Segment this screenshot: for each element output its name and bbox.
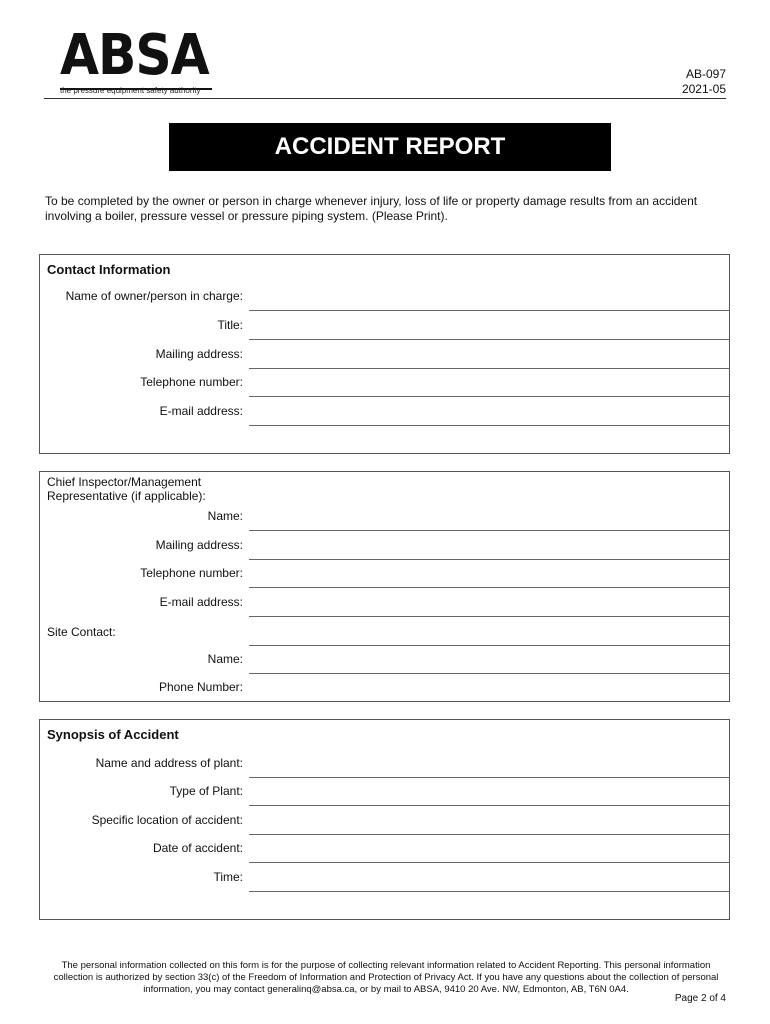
form-row-telephone bbox=[40, 368, 730, 397]
header-divider bbox=[44, 98, 726, 99]
field-label: Name: bbox=[207, 652, 243, 666]
inspector-name-field[interactable] bbox=[249, 502, 730, 531]
site-contact-label: Site Contact: bbox=[47, 625, 116, 639]
logo-tagline: the pressure equipment safety authority bbox=[60, 86, 201, 95]
accident-location-field[interactable] bbox=[249, 806, 730, 835]
section-heading: Chief Inspector/Management Representative (if applicable): bbox=[47, 475, 206, 503]
form-row-mailing-address bbox=[40, 340, 730, 369]
form-row-email bbox=[40, 397, 730, 426]
contact-information-section bbox=[39, 254, 730, 454]
site-name-field[interactable] bbox=[249, 645, 730, 674]
field-label: Name and address of plant: bbox=[95, 756, 243, 770]
form-row-site-phone bbox=[40, 673, 730, 702]
form-row-owner-name bbox=[40, 282, 730, 311]
mailing-address-field[interactable] bbox=[249, 340, 730, 369]
intro-text: To be completed by the owner or person in charge whenever injury, loss of life or property damage results from an accident involving a boiler, pressure vessel or pressure piping system. (Please Print). bbox=[45, 194, 698, 223]
form-code: AB-097 bbox=[685, 67, 726, 81]
form-row-accident-location bbox=[40, 806, 730, 835]
extra-field[interactable] bbox=[249, 892, 729, 919]
synopsis-section bbox=[39, 719, 730, 920]
field-label: Telephone number: bbox=[140, 375, 243, 389]
accident-time-field[interactable] bbox=[249, 863, 730, 892]
form-row-accident-date bbox=[40, 834, 730, 863]
field-label: Telephone number: bbox=[140, 566, 243, 580]
inspector-mailing-field[interactable] bbox=[249, 531, 730, 560]
field-label: E-mail address: bbox=[159, 595, 243, 609]
field-label: Mailing address: bbox=[155, 347, 243, 361]
field-label: Mailing address: bbox=[155, 538, 243, 552]
form-row-plant-type bbox=[40, 777, 730, 806]
form-row-inspector-email bbox=[40, 588, 730, 617]
field-label: Time: bbox=[213, 870, 243, 884]
form-row-site-name bbox=[40, 645, 730, 674]
field-label: Name: bbox=[207, 509, 243, 523]
owner-name-field[interactable] bbox=[249, 282, 730, 311]
field-label: Date of accident: bbox=[152, 841, 243, 855]
field-label: Name of owner/person in charge: bbox=[65, 289, 243, 303]
field-label: Type of Plant: bbox=[169, 784, 243, 798]
page-number: Page 2 of 4 bbox=[674, 993, 726, 1004]
section-heading: Contact Information bbox=[47, 262, 171, 277]
site-phone-field[interactable] bbox=[249, 673, 730, 702]
email-field[interactable] bbox=[249, 397, 730, 426]
field-label: Phone Number: bbox=[158, 680, 243, 694]
form-row-title bbox=[40, 311, 730, 340]
title-field[interactable] bbox=[249, 311, 730, 340]
form-identifier bbox=[682, 67, 726, 97]
page-title: ACCIDENT REPORT bbox=[169, 123, 611, 171]
form-row-plant-name bbox=[40, 749, 730, 778]
telephone-field[interactable] bbox=[249, 368, 730, 397]
chief-inspector-section bbox=[39, 471, 730, 702]
form-row-inspector-name bbox=[40, 502, 730, 531]
field-label: Title: bbox=[217, 318, 243, 332]
form-date: 2021-05 bbox=[681, 82, 726, 96]
form-row-inspector-telephone bbox=[40, 559, 730, 588]
plant-name-field[interactable] bbox=[249, 749, 730, 778]
privacy-notice: The personal information collected on this form is for the purpose of collecting relevant information related to Accident Reporting. This personal information collection is authorized by section 33(c) of the Freedom of Information and Protection of Privacy Act. If you have any questions about the collection of personal information, you may contact generalinq@absa.ca, or by mail to ABSA, 9410 20 Ave. NW, Edmonton, AB, T6N 0A4. bbox=[53, 960, 719, 995]
plant-type-field[interactable] bbox=[249, 777, 730, 806]
site-contact-field[interactable] bbox=[249, 617, 729, 646]
inspector-email-field[interactable] bbox=[249, 588, 730, 617]
form-row-accident-time bbox=[40, 863, 730, 892]
form-row-inspector-mailing bbox=[40, 531, 730, 560]
field-label: Specific location of accident: bbox=[91, 813, 243, 827]
section-heading: Synopsis of Accident bbox=[47, 727, 179, 742]
extra-field[interactable] bbox=[249, 426, 729, 453]
field-label: E-mail address: bbox=[159, 404, 243, 418]
logo-wordmark: ABSA bbox=[60, 23, 209, 88]
inspector-telephone-field[interactable] bbox=[249, 559, 730, 588]
accident-date-field[interactable] bbox=[249, 834, 730, 863]
